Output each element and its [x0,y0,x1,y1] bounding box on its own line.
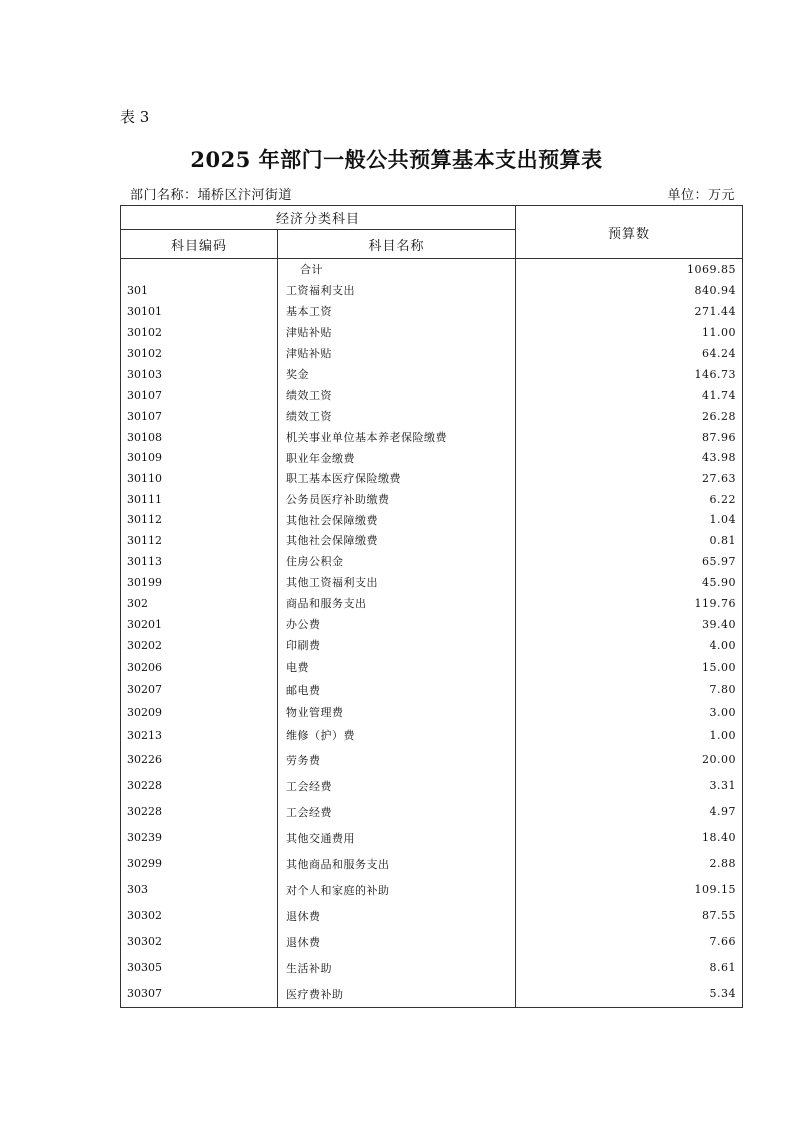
table-row [121,851,743,877]
subject-code-cell: 30209 [121,701,278,724]
subject-code-cell: 30199 [121,572,278,593]
subject-name-cell: 维修（护）费 [278,724,516,747]
subject-name-cell: 职业年金缴费 [278,448,516,468]
table-row [121,877,743,903]
subject-code-cell: 30201 [121,614,278,635]
subject-code-cell: 30213 [121,724,278,747]
table-row [121,955,743,981]
table-row [121,427,743,448]
subject-name-cell: 公务员医疗补助缴费 [278,489,516,510]
subject-code-cell: 30202 [121,635,278,656]
budget-amount-cell: 26.28 [516,406,743,427]
budget-amount-cell: 87.55 [516,903,743,929]
subject-code-cell: 30109 [121,448,278,468]
budget-table [120,205,743,1008]
table-row [121,773,743,799]
table-row [121,981,743,1008]
table-row [121,614,743,635]
subject-name-cell: 办公费 [278,614,516,635]
subject-name-cell: 劳务费 [278,747,516,773]
subject-name-cell: 生活补助 [278,955,516,981]
budget-amount-cell: 840.94 [516,280,743,301]
table-row [121,679,743,701]
budget-amount-cell: 4.97 [516,799,743,825]
subject-name-cell: 津贴补贴 [278,322,516,343]
subject-name-cell: 津贴补贴 [278,343,516,364]
header-economic-category: 经济分类科目 [121,206,516,230]
table-row [121,701,743,724]
subject-name-cell: 印刷费 [278,635,516,656]
budget-amount-cell: 43.98 [516,448,743,468]
budget-amount-cell: 65.97 [516,551,743,572]
budget-amount-cell: 4.00 [516,635,743,656]
subject-code-cell: 30228 [121,799,278,825]
table-row [121,280,743,301]
budget-amount-cell: 41.74 [516,385,743,406]
subject-name-cell: 物业管理费 [278,701,516,724]
total-label-cell: 合计 [278,259,516,280]
subject-code-cell: 30305 [121,955,278,981]
budget-amount-cell: 39.40 [516,614,743,635]
subject-name-cell: 医疗费补助 [278,981,516,1008]
subject-code-cell: 30299 [121,851,278,877]
budget-amount-cell: 1.00 [516,724,743,747]
table-body [121,259,743,1008]
subject-name-cell: 商品和服务支出 [278,593,516,614]
table-row [121,593,743,614]
header-subject-name: 科目名称 [278,230,516,259]
budget-amount-cell: 11.00 [516,322,743,343]
subject-code-cell [121,259,278,280]
subject-name-cell: 其他社会保障缴费 [278,530,516,551]
subject-code-cell: 303 [121,877,278,903]
subject-code-cell: 30307 [121,981,278,1008]
budget-amount-cell: 2.88 [516,851,743,877]
table-row [121,530,743,551]
budget-amount-cell: 6.22 [516,489,743,510]
department-name: 部门名称：埇桥区汴河街道 [130,188,293,203]
unit-label: 单位：万元 [667,188,735,203]
table-row [121,656,743,679]
budget-amount-cell: 8.61 [516,955,743,981]
budget-amount-cell: 3.00 [516,701,743,724]
budget-amount-cell: 7.66 [516,929,743,955]
table-row [121,510,743,530]
subject-code-cell: 30302 [121,903,278,929]
table-row [121,635,743,656]
budget-amount-cell: 271.44 [516,301,743,322]
table-row [121,825,743,851]
header-budget-amount: 预算数 [516,206,743,259]
subject-name-cell: 其他交通费用 [278,825,516,851]
table-row [121,343,743,364]
subject-code-cell: 30101 [121,301,278,322]
table-row [121,903,743,929]
table-row [121,799,743,825]
subject-name-cell: 绩效工资 [278,385,516,406]
subject-code-cell: 30226 [121,747,278,773]
subject-name-cell: 其他商品和服务支出 [278,851,516,877]
subject-code-cell: 30302 [121,929,278,955]
subject-name-cell: 住房公积金 [278,551,516,572]
subject-code-cell: 30112 [121,530,278,551]
table-row [121,364,743,385]
subject-name-cell: 其他社会保障缴费 [278,510,516,530]
subject-code-cell: 30113 [121,551,278,572]
budget-amount-cell: 45.90 [516,572,743,593]
subject-name-cell: 电费 [278,656,516,679]
budget-amount-cell: 18.40 [516,825,743,851]
subject-name-cell: 退休费 [278,929,516,955]
subject-code-cell: 30206 [121,656,278,679]
subject-name-cell: 绩效工资 [278,406,516,427]
table-row [121,551,743,572]
subject-name-cell: 机关事业单位基本养老保险缴费 [278,427,516,448]
page-title: 2025 年部门一般公共预算基本支出预算表 [190,147,603,172]
budget-amount-cell: 27.63 [516,468,743,489]
header-subject-code: 科目编码 [121,230,278,259]
table-row [121,259,743,280]
table-row [121,489,743,510]
subject-code-cell: 30112 [121,510,278,530]
subject-code-cell: 30102 [121,343,278,364]
table-row [121,301,743,322]
table-row [121,322,743,343]
subject-code-cell: 30102 [121,322,278,343]
budget-amount-cell: 5.34 [516,981,743,1008]
table-row [121,747,743,773]
budget-amount-cell: 0.81 [516,530,743,551]
table-row [121,406,743,427]
subject-code-cell: 30111 [121,489,278,510]
subject-name-cell: 邮电费 [278,679,516,701]
subject-name-cell: 工会经费 [278,773,516,799]
budget-amount-cell: 20.00 [516,747,743,773]
budget-amount-cell: 15.00 [516,656,743,679]
subject-code-cell: 30108 [121,427,278,448]
subject-code-cell: 30107 [121,406,278,427]
subject-name-cell: 奖金 [278,364,516,385]
subject-name-cell: 工资福利支出 [278,280,516,301]
table-row [121,448,743,468]
subject-name-cell: 职工基本医疗保险缴费 [278,468,516,489]
subject-code-cell: 302 [121,593,278,614]
table-row [121,724,743,747]
subject-code-cell: 30107 [121,385,278,406]
subject-name-cell: 退休费 [278,903,516,929]
table-row [121,572,743,593]
budget-amount-cell: 87.96 [516,427,743,448]
total-amount-cell: 1069.85 [516,259,743,280]
budget-amount-cell: 64.24 [516,343,743,364]
table-number-label: 表 3 [120,108,150,126]
budget-amount-cell: 119.76 [516,593,743,614]
table-row [121,929,743,955]
subject-name-cell: 其他工资福利支出 [278,572,516,593]
subject-name-cell: 基本工资 [278,301,516,322]
budget-amount-cell: 109.15 [516,877,743,903]
subject-code-cell: 30207 [121,679,278,701]
subject-name-cell: 对个人和家庭的补助 [278,877,516,903]
subject-code-cell: 301 [121,280,278,301]
budget-amount-cell: 1.04 [516,510,743,530]
table-row [121,385,743,406]
subject-name-cell: 工会经费 [278,799,516,825]
table-row [121,468,743,489]
subject-code-cell: 30110 [121,468,278,489]
subject-code-cell: 30103 [121,364,278,385]
subject-code-cell: 30228 [121,773,278,799]
budget-amount-cell: 7.80 [516,679,743,701]
budget-amount-cell: 3.31 [516,773,743,799]
budget-amount-cell: 146.73 [516,364,743,385]
subject-code-cell: 30239 [121,825,278,851]
